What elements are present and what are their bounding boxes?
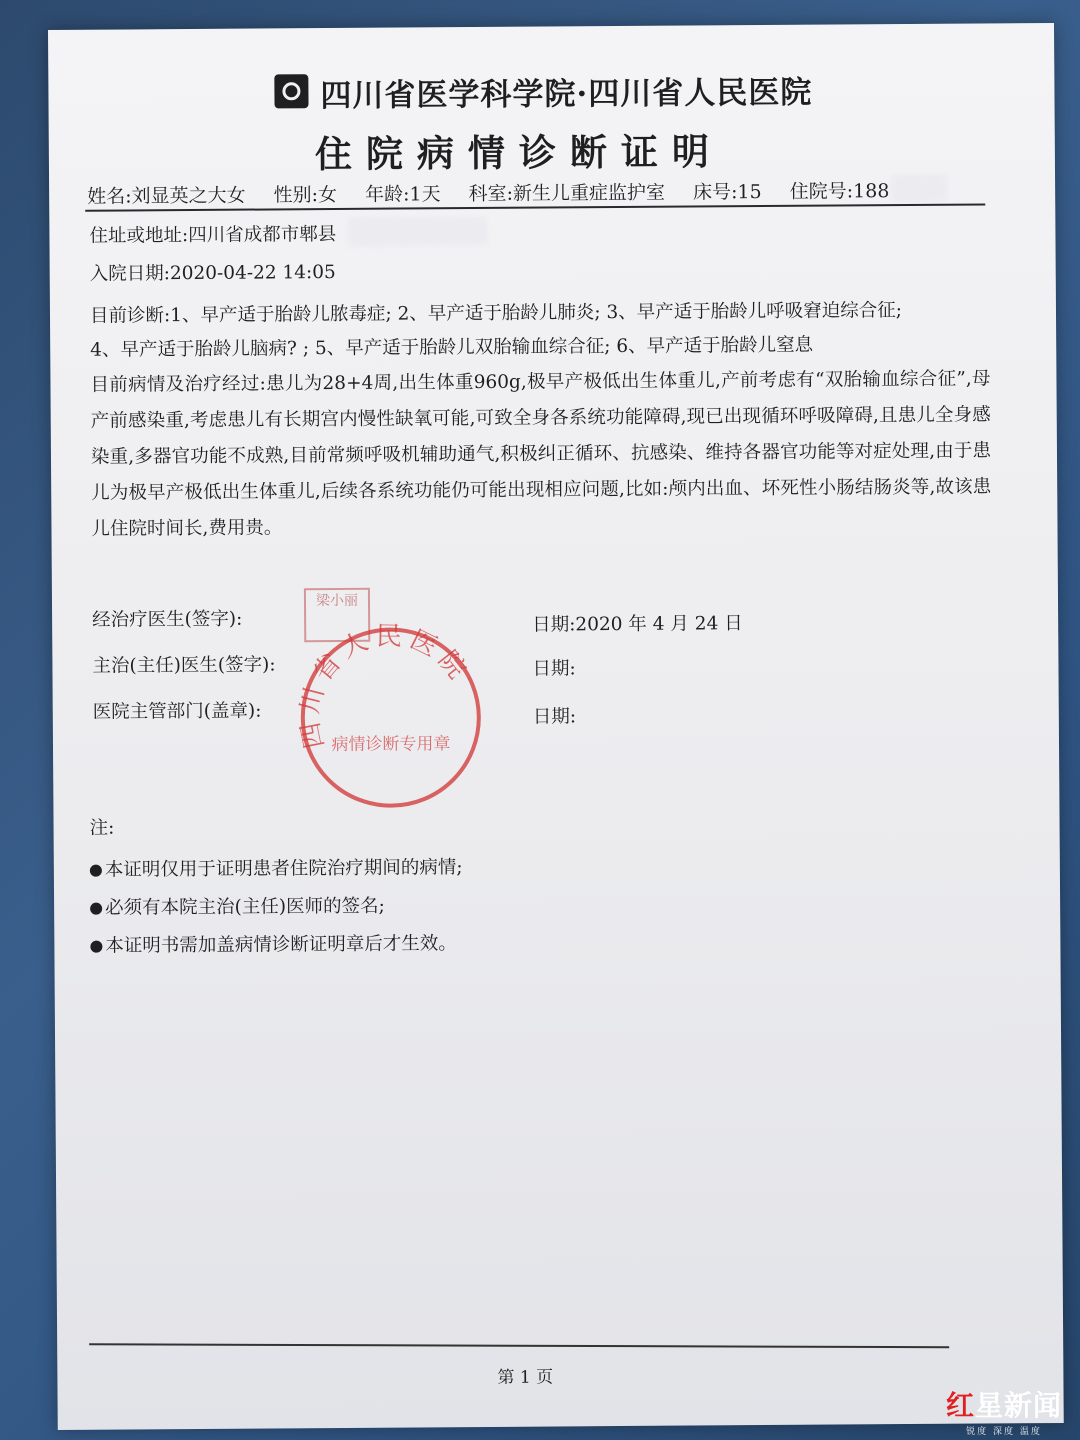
patient-bed: 床号:15: [692, 181, 762, 204]
seal-center-text: 病情诊断专用章: [331, 734, 451, 756]
redaction-address: [347, 217, 487, 246]
seal-ring-text: 四川省人民医院: [294, 621, 476, 751]
patient-info-row: [87, 176, 911, 209]
hospital-seal: [290, 617, 491, 818]
hospital-name: 四川省医学科学院·四川省人民医院: [320, 74, 813, 115]
doctor-name-stamp-text: 梁小丽: [315, 592, 359, 610]
sign-date-2: 日期:: [532, 658, 576, 680]
sign-date-1: 日期:2020 年 4 月 24 日: [532, 613, 743, 636]
hospital-logo-icon: [274, 74, 308, 108]
bullet-icon: [90, 865, 102, 877]
redaction-admission-no: [891, 174, 947, 202]
footer-divider: [89, 1343, 949, 1348]
diagnosis-line-2: 4、早产适于胎龄儿脑病? ; 5、早产适于胎龄儿双胎输血综合征; 6、早产适于胎龄儿窒息: [90, 334, 814, 361]
page-number: 第 1 页: [497, 1367, 554, 1388]
note-item: 必须有本院主治(主任)医师的签名;: [90, 892, 385, 920]
news-watermark: [946, 1384, 1062, 1437]
department-seal-label: 医院主管部门(盖章):: [92, 700, 262, 723]
patient-gender: 性别:女: [273, 183, 338, 207]
watermark-tagline: 锐度 深度 温度: [966, 1427, 1042, 1437]
note-item: 本证明书需加盖病情诊断证明章后才生效。: [90, 929, 457, 958]
chief-doctor-label: 主治(主任)医生(签字):: [92, 654, 276, 677]
notes-heading: 注:: [89, 817, 115, 839]
diagnosis-line-1: 目前诊断:1、早产适于胎龄儿脓毒症; 2、早产适于胎龄儿肺炎; 3、早产适于胎龄儿呼吸窘迫综合征;: [89, 300, 903, 327]
treatment-paragraph: 目前病情及治疗经过:患儿为28+4周,出生体重960g,极早产极低出生体重儿,产前考虑有“双胎输血综合征”,母产前感染重,考虑患儿有长期宫内慢性缺氧可能,可致全身各系统功能障碍,现已出现循环呼吸障碍,且患儿全身感染重,多器官功能不成熟,目前常频呼吸机辅助通气,积极纠正循环、抗感染、维持各器官功能等对症处理,由于患儿为极早产极低出生体重儿,后续各系统功能仍可能出现相应问题,比如:颅内出血、坏死性小肠结肠炎等,故该患儿住院时间长,费用贵。: [90, 368, 992, 540]
patient-age: 年龄:1天: [364, 183, 441, 206]
hospital-seal-icon: [290, 617, 491, 818]
sign-date-3: 日期:: [532, 706, 577, 728]
document-title: 住院病情诊断证明: [314, 129, 724, 177]
certificate-paper: [48, 23, 1064, 1430]
patient-admission-no: 住院号:188: [789, 180, 890, 203]
note-item: 本证明仅用于证明患者住院治疗期间的病情;: [90, 853, 463, 882]
patient-address: 住址或地址:四川省成都市郫县: [89, 223, 337, 247]
svg-text:四川省人民医院: [294, 621, 476, 751]
patient-name: 姓名:刘显英之大女: [87, 184, 246, 208]
admission-date: 入院日期:2020-04-22 14:05: [89, 261, 336, 285]
patient-department: 科室:新生儿重症监护室: [468, 181, 666, 206]
attending-doctor-label: 经治疗医生(签字):: [92, 608, 243, 631]
bullet-icon: [90, 903, 102, 915]
watermark-logo: 红星新闻: [945, 1389, 1062, 1422]
bullet-icon: [90, 941, 102, 953]
